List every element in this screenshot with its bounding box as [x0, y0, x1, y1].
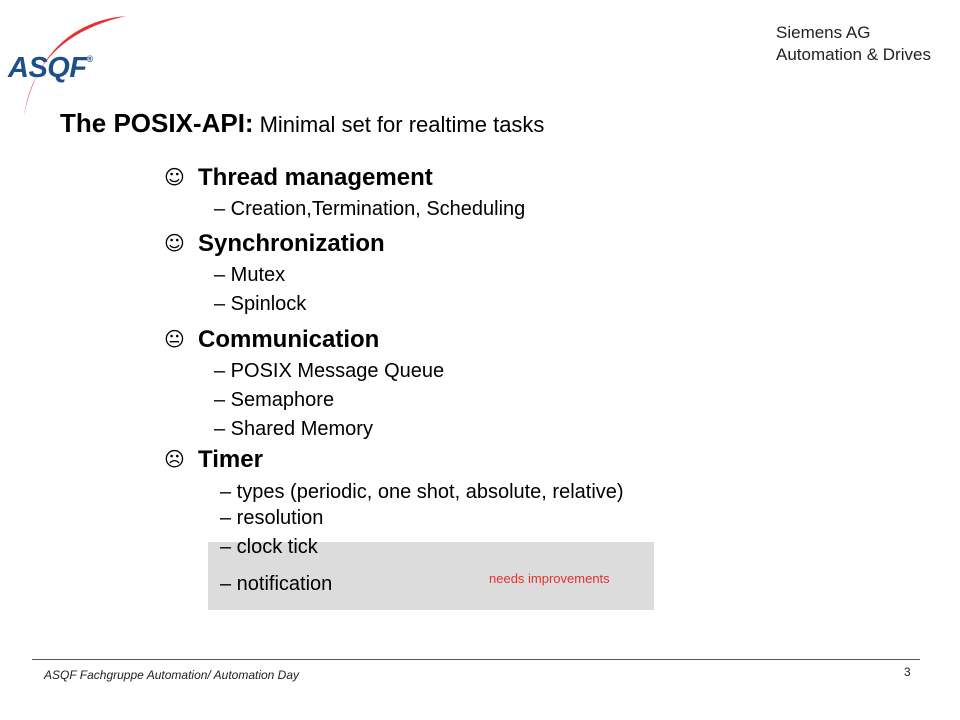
needs-improvements-note: needs improvements [489, 571, 610, 586]
section-thread-management [164, 164, 433, 192]
smiley-neutral-icon: 😐 [164, 327, 185, 351]
list-item: – Semaphore [214, 389, 335, 411]
section-heading: Synchronization [198, 230, 385, 257]
slide-title [60, 108, 544, 139]
section-timer [164, 446, 263, 474]
list-item: – Mutex [214, 264, 286, 286]
list-item: – types (periodic, one shot, absolute, relative) [220, 481, 624, 503]
page-number: 3 [904, 665, 911, 679]
title-main: The POSIX-API: [60, 108, 254, 138]
company-name [776, 22, 931, 66]
asqf-logo [8, 52, 93, 85]
list-item: – clock tick [220, 536, 318, 558]
smiley-happy-icon: ☺ [164, 165, 185, 189]
section-heading: Thread management [198, 164, 433, 191]
section-synchronization [164, 230, 385, 258]
logo-text: ASQF [8, 52, 87, 84]
list-item: – Shared Memory [214, 418, 373, 440]
list-item: – Creation,Termination, Scheduling [214, 198, 526, 220]
list-item: – POSIX Message Queue [214, 360, 445, 382]
footer-divider [32, 659, 920, 660]
company-line-1: Siemens AG [776, 23, 871, 42]
title-sub: Minimal set for realtime tasks [259, 112, 545, 137]
smiley-happy-icon: ☺ [164, 231, 185, 255]
logo-registered-mark: ® [86, 54, 93, 64]
company-line-2: Automation & Drives [776, 45, 931, 64]
smiley-sad-icon: ☹ [164, 447, 185, 471]
list-item: – notification [220, 573, 333, 595]
section-communication [164, 326, 379, 354]
list-item: – Spinlock [214, 293, 307, 315]
list-item: – resolution [220, 507, 324, 529]
section-heading: Timer [198, 446, 263, 473]
footer-text: ASQF Fachgruppe Automation/ Automation Day [44, 668, 300, 682]
section-heading: Communication [198, 326, 380, 353]
